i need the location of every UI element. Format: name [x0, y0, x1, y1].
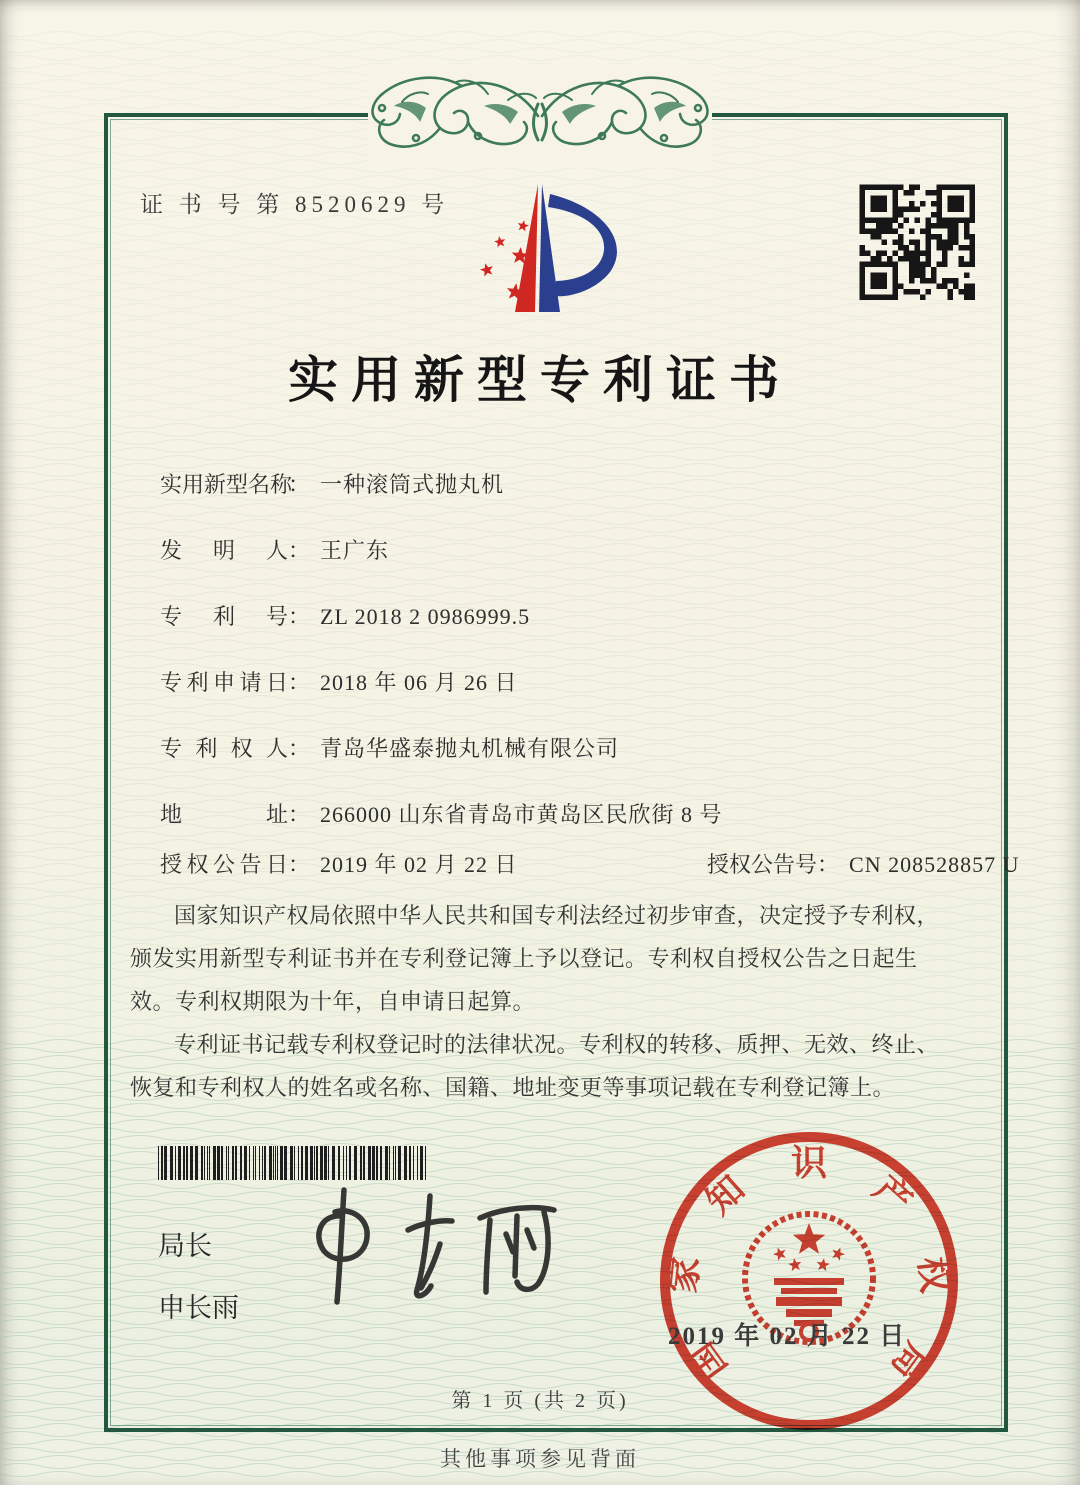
qr-code-icon — [855, 180, 979, 304]
field-label: 实用新型名称 — [160, 472, 293, 497]
field-label: 专 利 号 — [160, 604, 288, 629]
field-label: 授权公告号 — [707, 852, 818, 877]
signoff-block — [158, 1224, 239, 1325]
field-label: 专利申请日 — [160, 670, 288, 695]
field-label: 授权公告日 — [160, 852, 288, 877]
field-colon: ： — [288, 670, 311, 695]
cnipa-logo-icon — [438, 178, 650, 316]
field-row-grant — [160, 848, 1020, 879]
grant-date-value: 2019 年 02 月 22 日 — [320, 852, 518, 877]
certificate-number: 证 书 号 第 8520629 号 — [140, 192, 450, 217]
field-colon: ： — [288, 802, 311, 827]
page-number: 第 1 页 (共 2 页) — [451, 1390, 629, 1412]
field-value: 一种滚筒式抛丸机 — [320, 472, 505, 497]
field-colon: ： — [288, 604, 311, 629]
field-label: 专 利 权 人 — [160, 736, 288, 761]
field-colon: ： — [288, 736, 311, 761]
field-row-patent-number — [160, 600, 530, 631]
field-colon: ： — [288, 538, 311, 563]
svg-text:知: 知 — [698, 1168, 753, 1223]
field-row-filing-date — [160, 666, 518, 697]
svg-text:国: 国 — [681, 1335, 735, 1388]
svg-text:局: 局 — [883, 1335, 937, 1388]
seal-date: 2019 年 02 月 22 日 — [668, 1323, 907, 1350]
grant-number-value: CN 208528857 U — [849, 852, 1020, 877]
field-value: ZL 2018 2 0986999.5 — [320, 604, 531, 629]
field-value: 青岛华盛泰抛丸机械有限公司 — [320, 736, 620, 761]
field-colon: ： — [288, 472, 311, 497]
signature-icon — [280, 1178, 580, 1313]
field-label: 发 明 人 — [160, 538, 288, 563]
field-value: 王广东 — [320, 538, 390, 563]
field-row-inventor — [160, 534, 389, 565]
field-value: 266000 山东省青岛市黄岛区民欣街 8 号 — [320, 802, 723, 827]
field-row-patentee — [160, 732, 619, 763]
legal-paragraph-2: 专利证书记载专利权登记时的法律状况。专利权的转移、质押、无效、终止、恢复和专利权人的姓名或名称、国籍、地址变更等事项记载在专利登记簿上。 — [130, 1032, 940, 1100]
svg-text:识: 识 — [790, 1143, 828, 1183]
official-seal-icon — [648, 1118, 970, 1440]
field-colon: ： — [817, 852, 840, 877]
legal-text — [130, 894, 960, 1109]
certificate-title: 实用新型专利证书 — [288, 352, 792, 408]
field-row-address — [160, 798, 723, 829]
legal-paragraph-1: 国家知识产权局依照中华人民共和国专利法经过初步审查，决定授予专利权，颁发实用新型专利证书并在专利登记簿上予以登记。专利权自授权公告之日起生效。专利权期限为十年，自申请日起算。 — [130, 903, 940, 1014]
field-colon: ： — [288, 852, 311, 877]
field-label: 地 址 — [160, 802, 288, 827]
signer-title: 局长 — [158, 1231, 212, 1261]
barcode — [158, 1146, 434, 1180]
field-row-name — [160, 468, 504, 499]
dragon-ornament-icon — [368, 64, 712, 168]
grant-number-group — [707, 848, 1019, 879]
svg-text:家: 家 — [662, 1254, 707, 1295]
svg-text:产: 产 — [865, 1168, 920, 1223]
svg-text:权: 权 — [911, 1254, 956, 1295]
back-note: 其他事项参见背面 — [440, 1447, 640, 1471]
field-value: 2018 年 06 月 26 日 — [320, 670, 518, 695]
signer-name: 申长雨 — [158, 1293, 239, 1323]
